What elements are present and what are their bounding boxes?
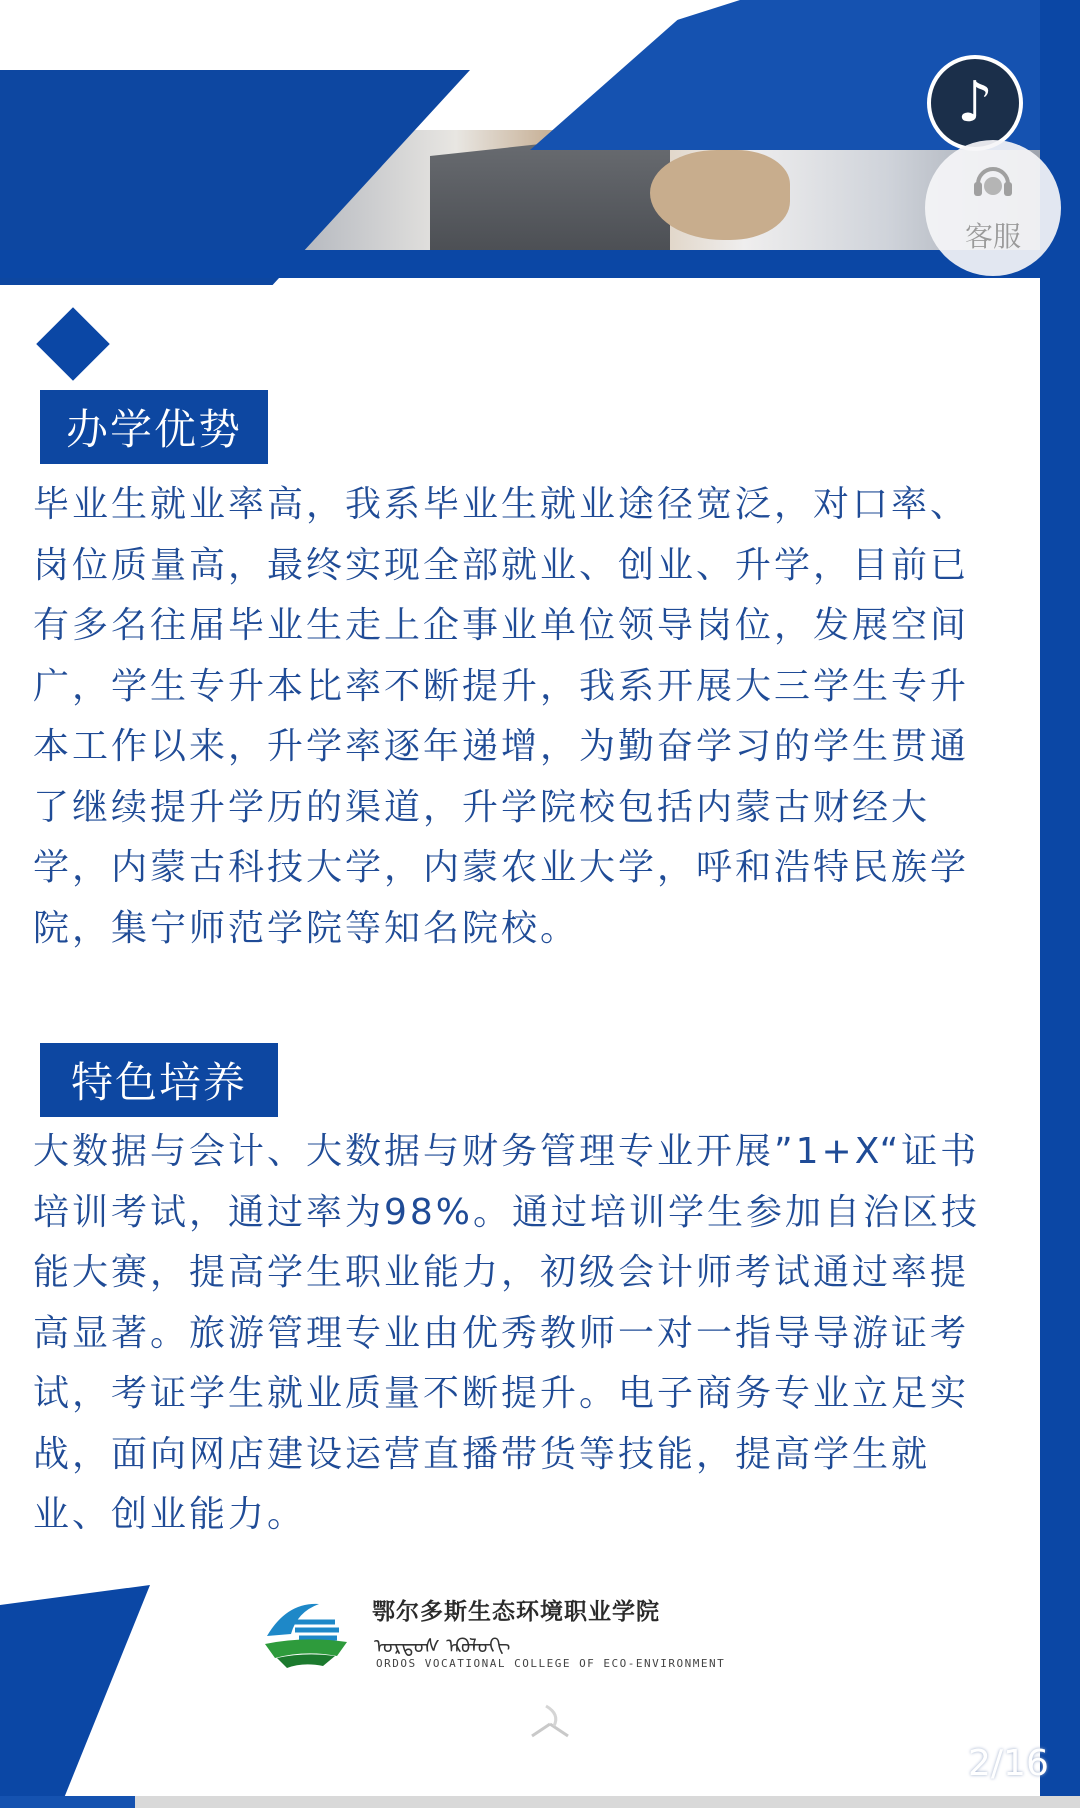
school-name-en: ORDOS VOCATIONAL COLLEGE OF ECO-ENVIRONMENT xyxy=(376,1657,726,1670)
section-body-training: 大数据与会计、大数据与财务管理专业开展”1+X“证书培训考试，通过率为98%。通过培训学生参加自治区技能大赛，提高学生职业能力，初级会计师考试通过率提高显著。旅游管理专业由优秀教师一对一指导导游证考试，考证学生就业质量不断提升。电子商务专业立足实战，面向网店建设运营直播带货等技能，提高学生就业、创业能力。 xyxy=(33,1131,981,1535)
footer-blue-shape xyxy=(0,1585,160,1808)
swipe-up-icon[interactable] xyxy=(520,1690,580,1750)
music-toggle-button[interactable] xyxy=(927,55,1023,151)
school-name-mongolian: ᠣᠷᠳᠣᠰ ᠡᠺᠣᠯᠣᠭᠢ xyxy=(374,1634,511,1658)
section-title-training: 特色培养 xyxy=(40,1043,278,1117)
progress-fill xyxy=(0,1796,135,1808)
music-note-icon: ♪ xyxy=(957,70,993,135)
banner-strip xyxy=(0,250,1080,278)
diamond-decoration xyxy=(36,307,110,381)
page-indicator: 2/16 xyxy=(968,1743,1049,1784)
side-stripe xyxy=(1040,0,1080,1808)
school-logo xyxy=(257,1592,353,1672)
header-banner xyxy=(0,0,1080,285)
progress-bar xyxy=(0,1796,1080,1808)
school-name-cn: 鄂尔多斯生态环境职业学院 xyxy=(372,1598,660,1625)
section-title-advantage: 办学优势 xyxy=(40,390,268,464)
headset-icon xyxy=(970,162,1016,209)
section-body-advantage: 毕业生就业率高，我系毕业生就业途径宽泛，对口率、岗位质量高，最终实现全部就业、创业、升学，目前已有多名往届毕业生走上企事业单位领导岗位，发展空间广，学生专升本比率不断提升，我系开展大三学生专升本工作以来，升学率逐年递增，为勤奋学习的学生贯通了继续提升学历的渠道，升学院校包括内蒙古财经大学，内蒙古科技大学，内蒙农业大学，呼和浩特民族学院，集宁师范学院等知名院校。 xyxy=(33,484,970,949)
customer-service-label: 客服 xyxy=(964,219,1021,253)
customer-service-button[interactable] xyxy=(925,140,1061,276)
